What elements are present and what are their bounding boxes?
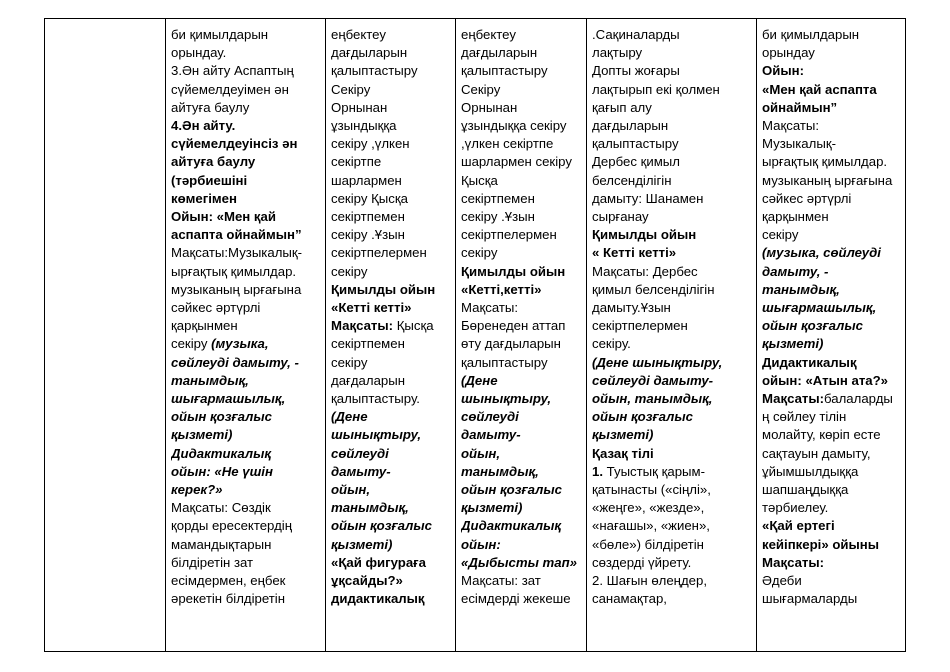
table-cell-monday — [166, 19, 326, 652]
text-line: ойын: «Не үшін — [171, 463, 273, 479]
text-line: Қимылды ойын — [331, 281, 436, 297]
text-line: 4.Ән айту. — [171, 118, 236, 134]
text-line: сәйкес әртүрлі — [171, 300, 261, 316]
cell-text — [331, 26, 451, 644]
text-line: қызметі) — [171, 427, 233, 443]
text-line: танымдық, — [171, 372, 249, 388]
text-line: Қимылды ойын — [592, 227, 697, 243]
text-line: Орнынан — [461, 99, 518, 115]
text-line: би қимылдарын — [762, 27, 860, 42]
text-line: шынықтыру, — [461, 391, 552, 407]
text-line: молайту, көріп есте — [762, 427, 881, 443]
text-line: шығармашылық, — [171, 391, 286, 407]
text-line: ұйымшылдыққа — [762, 463, 859, 479]
text-line: Мақсаты: Сөздік — [171, 500, 271, 516]
text-line: «бөле») білдіретін — [592, 536, 704, 552]
text-line: секіртпемен — [461, 190, 535, 206]
text-line: Қимылды ойын — [461, 263, 566, 279]
cell-text — [461, 26, 582, 644]
text-line: қалыптастыру — [461, 354, 548, 370]
text-line: дамыту: Шанамен — [592, 190, 704, 206]
text-line: қарқынмен — [762, 209, 829, 225]
text-line: сырғанау — [592, 209, 649, 225]
text-line: есімдермен, еңбек — [171, 573, 286, 589]
text-line: Мақсаты: — [762, 118, 820, 134]
table-row — [45, 19, 906, 652]
text-line: еңбектеу — [461, 27, 516, 42]
text-line: Бөренеден аттап — [461, 318, 566, 334]
text-line: қалыптастыру — [461, 63, 548, 79]
text-line: қалыптастыру — [331, 63, 418, 79]
text-line: сөйлеуді дамыту, - — [171, 354, 299, 370]
text-line: орындау — [762, 45, 815, 61]
text-line: Мақсаты: Дербес — [592, 263, 698, 279]
cell-text — [592, 26, 752, 644]
text-line: «нағашы», «жиен», — [592, 518, 710, 534]
text-line: шарлармен — [331, 172, 402, 188]
text-line: әрекетін білдіретін — [171, 591, 286, 607]
text-line: есімдерді жекеше — [461, 591, 571, 607]
text-line: сөйлеуді дамыту- — [592, 372, 714, 388]
text-line: секіру. — [592, 336, 631, 352]
text-line: секіру ,үлкен — [331, 136, 410, 152]
text-line: «Кетті кетті» — [331, 300, 412, 316]
text-line: секіртпелермен — [461, 227, 557, 243]
text-line: қарқынмен — [171, 318, 238, 334]
text-line: Музыкалық- — [762, 136, 836, 152]
text-line: Мақсаты: — [762, 554, 825, 570]
text-line: қызметі) — [592, 427, 654, 443]
text-line: «Қай ертегі — [762, 518, 835, 534]
text-line: шарлармен секіру — [461, 154, 572, 170]
table-cell-tuesday — [326, 19, 456, 652]
text-line: белсенділігін — [592, 172, 672, 188]
text-line: секіртпемен — [331, 336, 405, 352]
text-line: ойын, — [331, 482, 371, 498]
text-line: білдіретін зат — [171, 554, 254, 570]
text-line: секіру .Ұзын — [461, 209, 535, 225]
text-line: Қысқа — [461, 172, 498, 188]
text-line: шапшаңдыққа — [762, 482, 849, 498]
text-line: қимыл белсенділігін — [592, 281, 715, 297]
text-line: ойын: «Атын ата?» — [762, 372, 888, 388]
cell-text — [50, 26, 161, 644]
text-line: секіру — [331, 263, 368, 279]
text-line: қалыптастыру. — [331, 391, 420, 407]
text-line: өту дағдыларын — [461, 336, 561, 352]
table-cell-friday — [757, 19, 906, 652]
text-line: ң сөйлеу тілін — [762, 409, 847, 425]
cell-text — [762, 26, 901, 644]
text-line: (музыка, сөйлеуді — [762, 245, 881, 261]
text-line: тәрбиелеу. — [762, 500, 829, 516]
text-line: мамандықтарын — [171, 536, 272, 552]
text-line: ойын қозғалыс — [171, 409, 272, 425]
text-line: ұзындыққа секіру — [461, 118, 567, 134]
text-line: сөйлеуді — [461, 409, 519, 425]
text-line: шығармаларды — [762, 591, 858, 607]
text-line: Ойын: «Мен қай — [171, 209, 276, 225]
text-line: көмегімен — [171, 190, 237, 206]
text-line: 3.Ән айту Аспаптың — [171, 63, 294, 79]
text-line: дидактикалық — [331, 591, 425, 607]
text-line: секіру .Ұзын — [331, 227, 405, 243]
text-line: Әдеби — [762, 573, 802, 589]
text-line: дамыту, - — [762, 263, 829, 279]
text-line: қызметі) — [461, 500, 523, 516]
text-line: ойнаймын” — [762, 99, 838, 115]
text-line: Дидактикалық — [762, 354, 857, 370]
text-line: сүйемелдеуінсіз ән — [171, 136, 298, 152]
text-line: «Кетті,кетті» — [461, 281, 542, 297]
text-line: ырғақтық қимылдар. — [171, 263, 297, 279]
text-line: айтуға баулу — [171, 154, 256, 170]
text-line: Секіру — [461, 81, 501, 97]
text-line: дағдаларын — [331, 372, 405, 388]
text-line: танымдық, — [461, 463, 539, 479]
text-line: (Дене — [461, 372, 498, 388]
text-line: еңбектеу — [331, 27, 386, 42]
text-line: сәйкес әртүрлі — [762, 190, 852, 206]
text-line: секіртпе — [331, 154, 382, 170]
text-line: (тәрбиешіні — [171, 172, 248, 188]
text-line: сақтауын дамыту, — [762, 445, 871, 461]
text-line: секіру — [461, 245, 498, 261]
text-line: санамақтар, — [592, 591, 667, 607]
text-line: (Дене шынықтыру, — [592, 354, 723, 370]
text-line: Мақсаты:Музыкалық- — [171, 245, 303, 261]
text-line: дамыту- — [461, 427, 521, 443]
text-line: дамыту.Ұзын — [592, 300, 671, 316]
lesson-plan-table — [44, 18, 906, 652]
text-line: «Мен қай аспапта — [762, 81, 877, 97]
text-line: Ойын: — [762, 63, 804, 79]
text-line: лақтырып екі қолмен — [592, 81, 720, 97]
text-line: кейіпкері» ойыны — [762, 536, 879, 552]
text-line: Мақсаты: — [461, 300, 519, 316]
table-cell-empty — [45, 19, 166, 652]
text-line: керек?» — [171, 482, 223, 498]
text-line: секіртпелермен — [592, 318, 688, 334]
text-line: дағдыларын — [592, 118, 669, 134]
text-line: секіртпелермен — [331, 245, 427, 261]
text-line: ырғақтық қимылдар. — [762, 154, 888, 170]
text-line: би қимылдарын — [171, 27, 269, 42]
text-line: .Сақиналарды — [592, 27, 680, 42]
text-line: «Дыбысты тап» — [461, 554, 577, 570]
text-line: қағып алу — [592, 99, 652, 115]
text-line: дамыту- — [331, 463, 391, 479]
text-line: ойын, — [461, 445, 501, 461]
text-line: Дербес қимыл — [592, 154, 680, 170]
text-line: секіру — [762, 227, 799, 243]
text-line: шығармашылық, — [762, 300, 877, 316]
text-line: сүйемелдеуімен ән — [171, 81, 289, 97]
text-line: аспапта ойнаймын” — [171, 227, 302, 243]
text-line: секіру (музыка, — [171, 336, 269, 352]
text-line: айтуға баулу — [171, 99, 250, 115]
text-line: қызметі) — [762, 336, 824, 352]
text-line: сөйлеуді — [331, 445, 389, 461]
text-line: секіру — [331, 354, 368, 370]
text-line: қатынасты («сіңлі», — [592, 482, 711, 498]
text-line: танымдық, — [762, 281, 840, 297]
text-line: шынықтыру, — [331, 427, 422, 443]
text-line: Секіру — [331, 81, 371, 97]
text-line: Мақсаты: зат — [461, 573, 541, 589]
text-line: сөздерді үйрету. — [592, 554, 692, 570]
text-line: ойын қозғалыс — [592, 409, 693, 425]
text-line: (Дене — [331, 409, 368, 425]
text-line: Мақсаты:балаларды — [762, 391, 893, 407]
text-line: секіру Қысқа — [331, 190, 408, 206]
text-line: Дидактикалық — [461, 518, 562, 534]
text-line: ұзындыққа — [331, 118, 397, 134]
text-line: 1. Туыстық қарым- — [592, 463, 705, 479]
text-line: ойын: — [461, 536, 501, 552]
text-line: танымдық, — [331, 500, 409, 516]
text-line: « Кетті кетті» — [592, 245, 677, 261]
text-line: Мақсаты: Қысқа — [331, 318, 434, 334]
text-line: ойын қозғалыс — [331, 518, 432, 534]
text-line: ,үлкен секіртпе — [461, 136, 554, 152]
text-line: ойын, танымдық, — [592, 391, 713, 407]
text-line: қызметі) — [331, 536, 393, 552]
text-line: «жеңге», «жезде», — [592, 500, 705, 516]
text-line: Орнынан — [331, 99, 388, 115]
text-line: Допты жоғары — [592, 63, 680, 79]
text-line: 2. Шағын өлеңдер, — [592, 573, 707, 589]
table-cell-wednesday — [456, 19, 587, 652]
text-line: музыканың ырғағына — [762, 172, 893, 188]
table-cell-thursday — [587, 19, 757, 652]
text-line: Қазақ тілі — [592, 445, 654, 461]
cell-text — [171, 26, 321, 644]
text-line: секіртпемен — [331, 209, 405, 225]
text-line: дағдыларын — [461, 45, 538, 61]
text-line: Дидактикалық — [171, 445, 272, 461]
text-line: музыканың ырғағына — [171, 281, 302, 297]
text-line: ойын қозғалыс — [762, 318, 863, 334]
text-line: қалыптастыру — [592, 136, 679, 152]
text-line: орындау. — [171, 45, 227, 61]
text-line: ойын қозғалыс — [461, 482, 562, 498]
text-line: дағдыларын — [331, 45, 408, 61]
text-line: ұқсайды?» — [331, 573, 403, 589]
text-line: лақтыру — [592, 45, 643, 61]
text-line: «Қай фигураға — [331, 554, 427, 570]
text-line: қорды ересектердің — [171, 518, 292, 534]
